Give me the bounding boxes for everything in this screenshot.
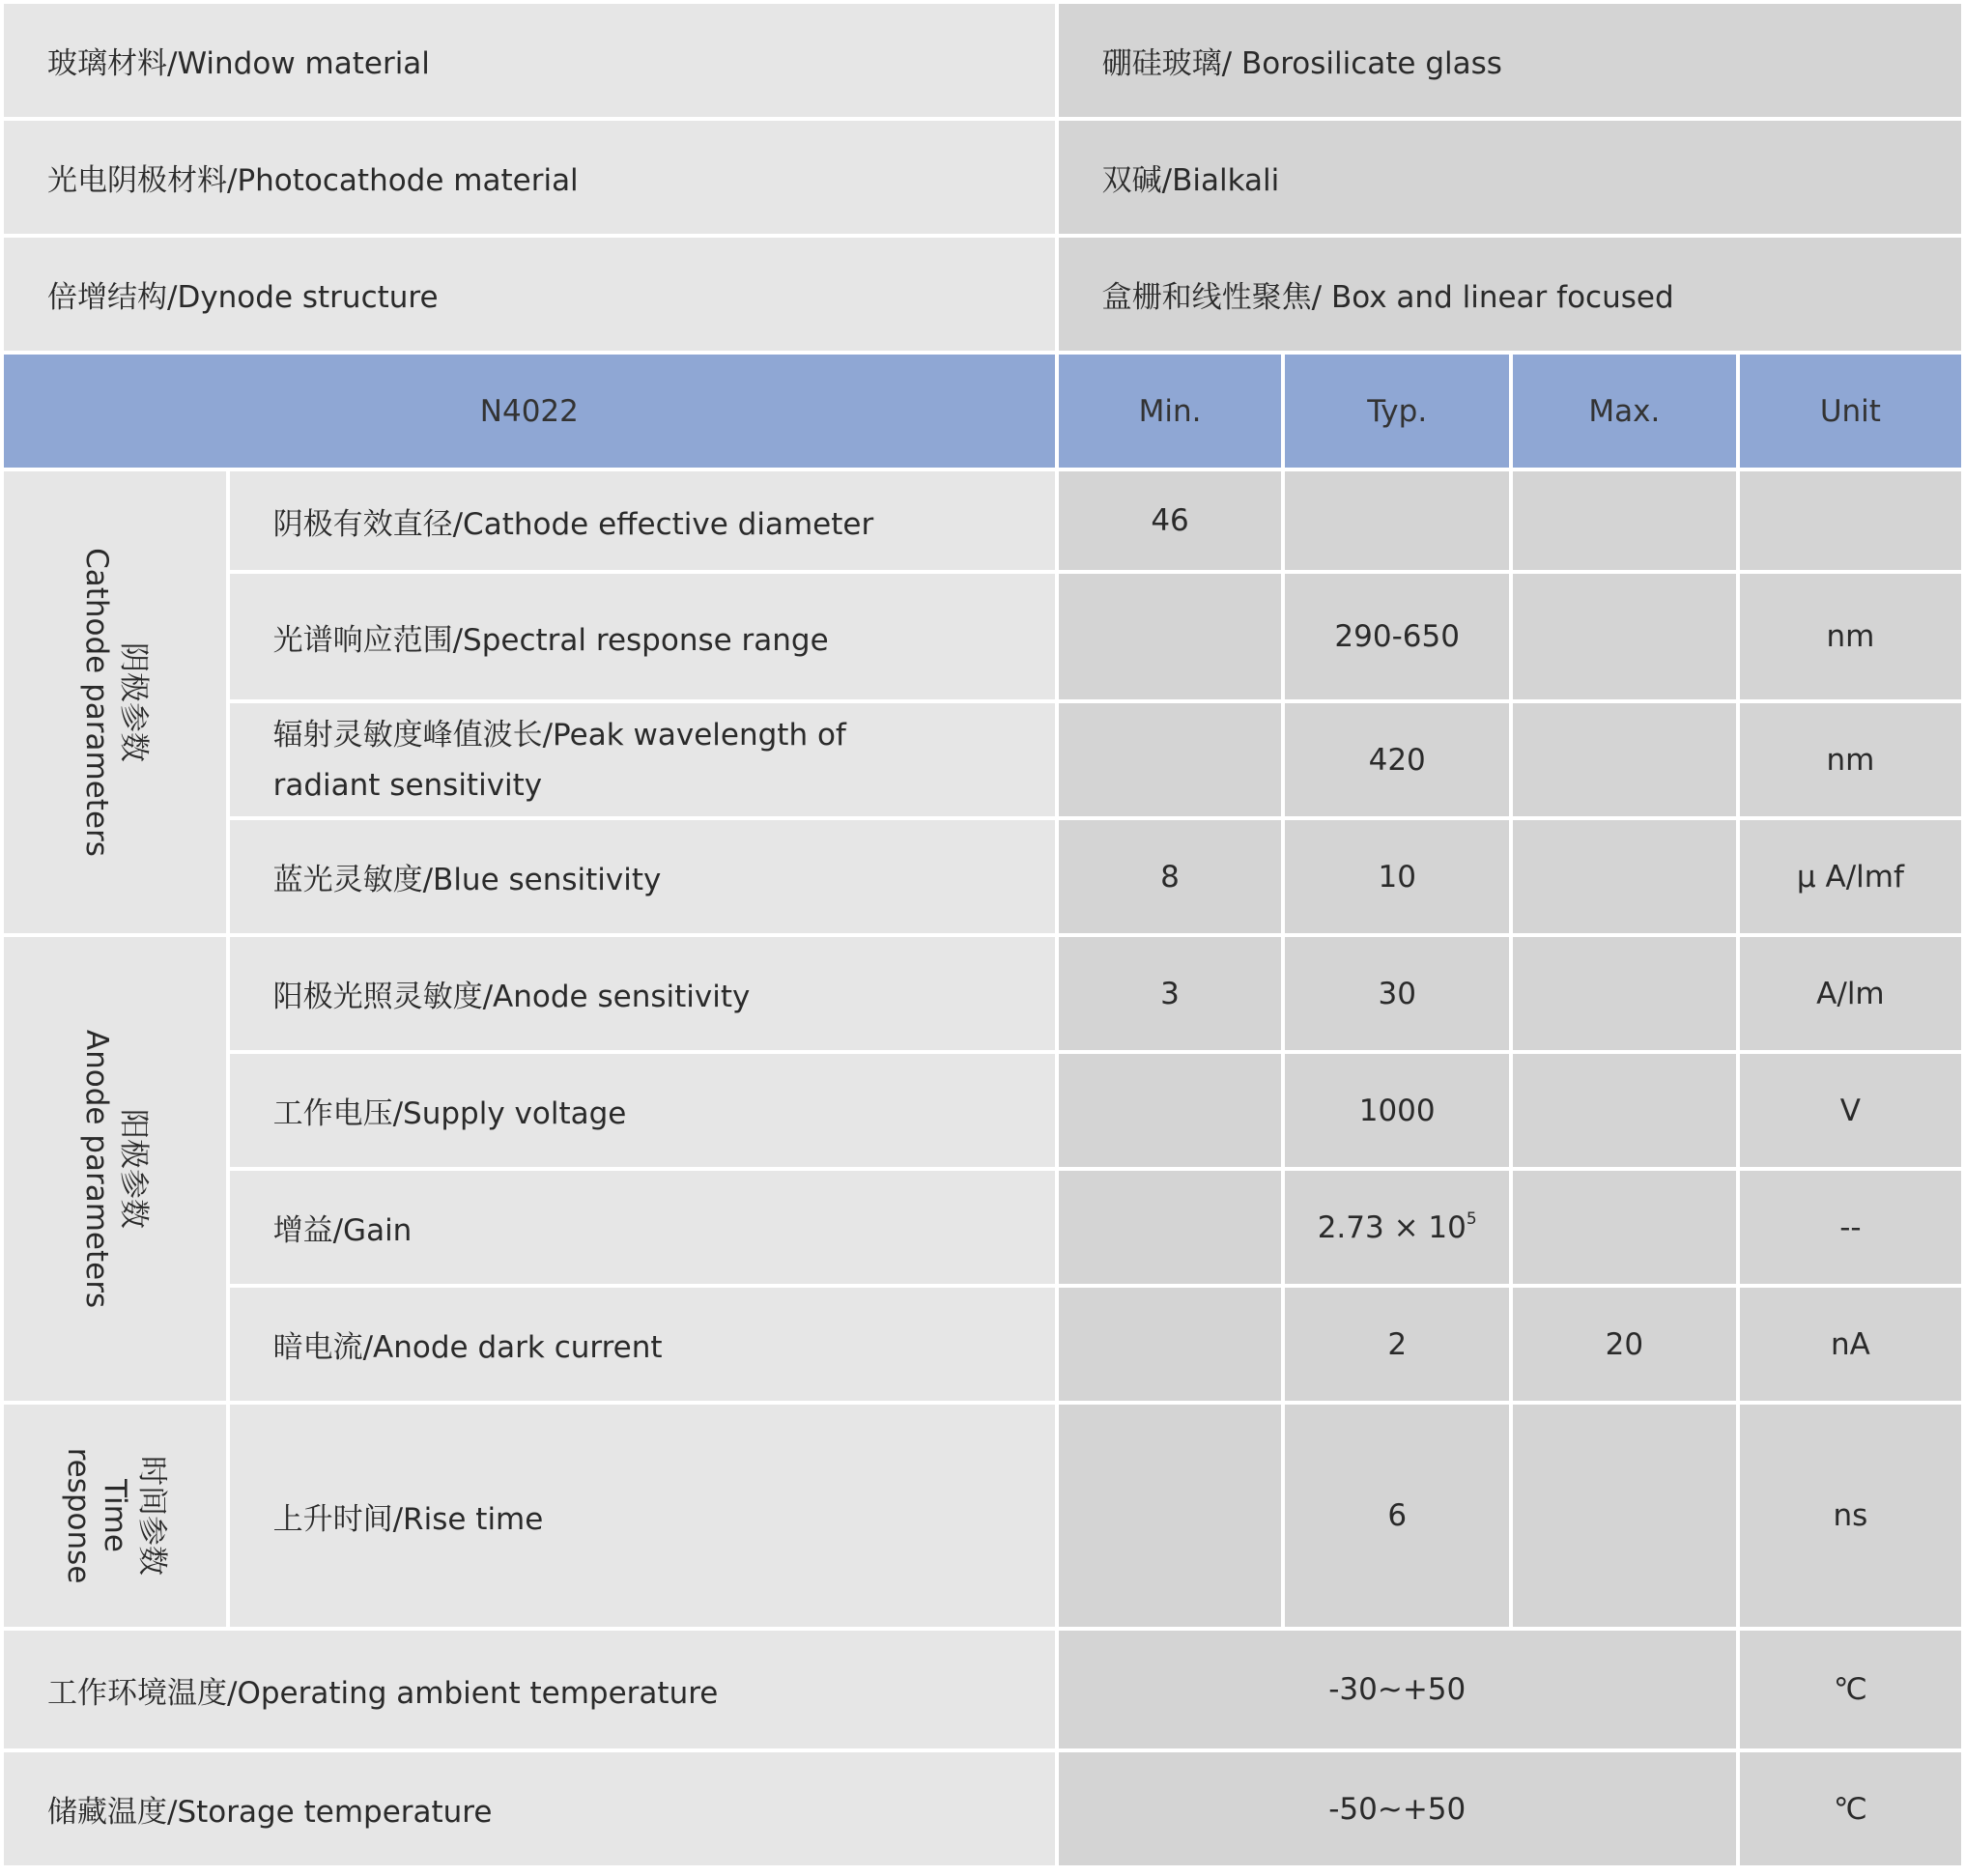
- spec-row-dynode-structure: [4, 238, 1961, 351]
- min-header: Min.: [1059, 355, 1282, 468]
- anode-group-label-en: Anode parameters: [78, 1029, 114, 1309]
- operating-temp-value: -30~+50: [1059, 1631, 1736, 1748]
- operating-temp-label: 工作环境温度/Operating ambient temperature: [4, 1631, 1055, 1748]
- dynode-structure-value: 盒栅和线性聚焦/ Box and linear focused: [1059, 238, 1961, 351]
- blue-sensitivity-unit: μ A/lmf: [1740, 820, 1961, 933]
- cathode-diameter-typ: [1285, 471, 1509, 570]
- dark-current-typ: 2: [1285, 1288, 1509, 1401]
- blue-sensitivity-typ: 10: [1285, 820, 1509, 933]
- peak-wavelength-label-line2: radiant sensitivity: [272, 767, 543, 803]
- photocathode-material-value: 双碱/Bialkali: [1059, 121, 1961, 234]
- table-row: [4, 1631, 1961, 1748]
- spec-row-window-material: [4, 4, 1961, 117]
- blue-sensitivity-min: 8: [1059, 820, 1282, 933]
- supply-voltage-unit: V: [1740, 1054, 1961, 1167]
- gain-typ: [1285, 1171, 1509, 1284]
- rise-time-unit: ns: [1740, 1405, 1961, 1627]
- supply-voltage-min: [1059, 1054, 1282, 1167]
- table-row: [4, 1405, 1961, 1627]
- gain-min: [1059, 1171, 1282, 1284]
- dark-current-min: [1059, 1288, 1282, 1401]
- anode-sensitivity-min: 3: [1059, 937, 1282, 1050]
- peak-wavelength-min: [1059, 703, 1282, 816]
- dark-current-label: 暗电流/Anode dark current: [230, 1288, 1055, 1401]
- supply-voltage-label: 工作电压/Supply voltage: [230, 1054, 1055, 1167]
- photocathode-material-label: 光电阴极材料/Photocathode material: [4, 121, 1055, 234]
- anode-sensitivity-unit: A/lm: [1740, 937, 1961, 1050]
- anode-group-label-zh: 阳极参数: [115, 1108, 151, 1229]
- table-row: [4, 820, 1961, 933]
- cathode-diameter-max: [1513, 471, 1736, 570]
- spectral-range-label: 光谱响应范围/Spectral response range: [230, 574, 1055, 699]
- time-response-group: [4, 1405, 226, 1627]
- operating-temp-unit: ℃: [1740, 1631, 1961, 1748]
- gain-typ-base: 2.73 × 10: [1317, 1210, 1467, 1245]
- anode-sensitivity-max: [1513, 937, 1736, 1050]
- cathode-group-label-en: Cathode parameters: [78, 548, 114, 857]
- anode-parameters-group: [4, 937, 226, 1401]
- cathode-diameter-unit: [1740, 471, 1961, 570]
- table-row: [4, 703, 1961, 816]
- typ-header: Typ.: [1285, 355, 1509, 468]
- rise-time-max: [1513, 1405, 1736, 1627]
- table-row: [4, 1054, 1961, 1167]
- table-row: [4, 574, 1961, 699]
- anode-sensitivity-typ: 30: [1285, 937, 1509, 1050]
- blue-sensitivity-max: [1513, 820, 1736, 933]
- anode-sensitivity-label: 阳极光照灵敏度/Anode sensitivity: [230, 937, 1055, 1050]
- blue-sensitivity-label: 蓝光灵敏度/Blue sensitivity: [230, 820, 1055, 933]
- max-header: Max.: [1513, 355, 1736, 468]
- cathode-group-label-zh: 阴极参数: [115, 641, 151, 762]
- dynode-structure-label: 倍增结构/Dynode structure: [4, 238, 1055, 351]
- peak-wavelength-label: [230, 703, 1055, 816]
- spectral-range-min: [1059, 574, 1282, 699]
- table-row: [4, 471, 1961, 570]
- gain-unit: --: [1740, 1171, 1961, 1284]
- time-group-label-en1: Time: [97, 1479, 132, 1552]
- peak-wavelength-typ: 420: [1285, 703, 1509, 816]
- rise-time-min: [1059, 1405, 1282, 1627]
- rise-time-typ: 6: [1285, 1405, 1509, 1627]
- unit-header: Unit: [1740, 355, 1961, 468]
- storage-temp-label: 储藏温度/Storage temperature: [4, 1752, 1055, 1865]
- peak-wavelength-unit: nm: [1740, 703, 1961, 816]
- storage-temp-unit: ℃: [1740, 1752, 1961, 1865]
- cathode-diameter-min: 46: [1059, 471, 1282, 570]
- table-row: [4, 1171, 1961, 1284]
- peak-wavelength-label-line1: 辐射灵敏度峰值波长/Peak wavelength of: [272, 717, 846, 753]
- dark-current-unit: nA: [1740, 1288, 1961, 1401]
- supply-voltage-max: [1513, 1054, 1736, 1167]
- spectral-range-unit: nm: [1740, 574, 1961, 699]
- dark-current-max: 20: [1513, 1288, 1736, 1401]
- storage-temp-value: -50~+50: [1059, 1752, 1736, 1865]
- spectral-range-max: [1513, 574, 1736, 699]
- gain-label: 增益/Gain: [230, 1171, 1055, 1284]
- time-group-label-zh: 时间参数: [133, 1456, 169, 1576]
- gain-typ-exponent: 5: [1466, 1209, 1477, 1229]
- table-row: [4, 1752, 1961, 1865]
- window-material-label: 玻璃材料/Window material: [4, 4, 1055, 117]
- spec-row-photocathode-material: [4, 121, 1961, 234]
- table-row: [4, 1288, 1961, 1401]
- supply-voltage-typ: 1000: [1285, 1054, 1509, 1167]
- table-header-row: [4, 355, 1961, 468]
- cathode-diameter-label: 阴极有效直径/Cathode effective diameter: [230, 471, 1055, 570]
- model-header: N4022: [4, 355, 1055, 468]
- gain-max: [1513, 1171, 1736, 1284]
- cathode-parameters-group: [4, 471, 226, 933]
- spectral-range-typ: 290-650: [1285, 574, 1509, 699]
- rise-time-label: 上升时间/Rise time: [230, 1405, 1055, 1627]
- window-material-value: 硼硅玻璃/ Borosilicate glass: [1059, 4, 1961, 117]
- table-row: [4, 937, 1961, 1050]
- peak-wavelength-max: [1513, 703, 1736, 816]
- time-group-label-en2: response: [60, 1447, 96, 1584]
